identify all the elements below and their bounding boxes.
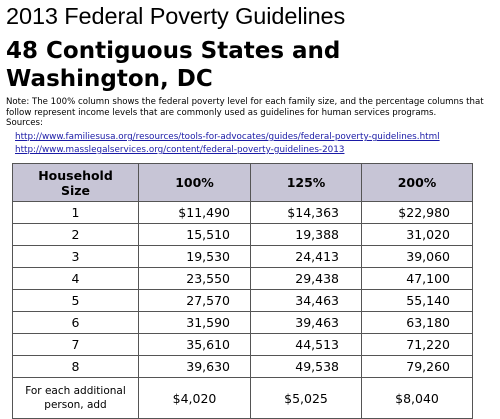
value-125-cell: 49,538 — [251, 356, 362, 378]
additional-person-label: For each additional person, add — [13, 378, 139, 419]
value-100-cell: 23,550 — [139, 268, 251, 290]
value-125-cell: 44,513 — [251, 334, 362, 356]
value-200-cell: 71,220 — [362, 334, 473, 356]
source-link-familiesusa[interactable]: http://www.familiesusa.org/resources/tools-for-advocates/guides/federal-poverty-guidelines.html — [15, 132, 440, 142]
value-100-cell: 27,570 — [139, 290, 251, 312]
additional-200-cell: $8,040 — [362, 378, 473, 419]
household-size-cell: 6 — [13, 312, 139, 334]
table-row — [13, 356, 473, 378]
value-200-cell: 63,180 — [362, 312, 473, 334]
table-row — [13, 268, 473, 290]
note-block — [6, 97, 496, 129]
household-size-cell: 7 — [13, 334, 139, 356]
value-125-cell: $14,363 — [251, 202, 362, 224]
value-125-cell: 19,388 — [251, 224, 362, 246]
poverty-guidelines-table — [12, 163, 473, 419]
note-text: Note: The 100% column shows the federal poverty level for each family size, and the percentage columns that follow represent income levels that are commonly used as guidelines for human services programs. — [6, 97, 484, 118]
header-100-percent: 100% — [139, 164, 251, 202]
household-size-cell: 2 — [13, 224, 139, 246]
table-row — [13, 224, 473, 246]
value-200-cell: 79,260 — [362, 356, 473, 378]
value-125-cell: 39,463 — [251, 312, 362, 334]
header-125-percent: 125% — [251, 164, 362, 202]
table-row — [13, 334, 473, 356]
source-links — [15, 131, 495, 157]
page-subtitle: 48 Contiguous States and Washington, DC — [6, 38, 341, 92]
value-100-cell: 35,610 — [139, 334, 251, 356]
table-row — [13, 312, 473, 334]
value-100-cell: 19,530 — [139, 246, 251, 268]
source-link-masslegalservices[interactable]: http://www.masslegalservices.org/content/federal-poverty-guidelines-2013 — [15, 145, 345, 155]
value-125-cell: 24,413 — [251, 246, 362, 268]
value-200-cell: 39,060 — [362, 246, 473, 268]
value-200-cell: 31,020 — [362, 224, 473, 246]
value-200-cell: 47,100 — [362, 268, 473, 290]
additional-125-cell: $5,025 — [251, 378, 362, 419]
sources-label: Sources: — [6, 118, 43, 128]
additional-100-cell: $4,020 — [139, 378, 251, 419]
table-row — [13, 246, 473, 268]
value-100-cell: 39,630 — [139, 356, 251, 378]
page-title: 2013 Federal Poverty Guidelines — [6, 3, 346, 29]
header-household-size: Household Size — [13, 164, 139, 202]
household-size-cell: 1 — [13, 202, 139, 224]
household-size-cell: 4 — [13, 268, 139, 290]
table-row — [13, 202, 473, 224]
value-200-cell: 55,140 — [362, 290, 473, 312]
header-200-percent: 200% — [362, 164, 473, 202]
table-row-additional-person — [13, 378, 473, 419]
value-100-cell: 31,590 — [139, 312, 251, 334]
value-125-cell: 29,438 — [251, 268, 362, 290]
household-size-cell: 3 — [13, 246, 139, 268]
value-100-cell: 15,510 — [139, 224, 251, 246]
household-size-cell: 8 — [13, 356, 139, 378]
table-header-row — [13, 164, 473, 202]
table-row — [13, 290, 473, 312]
value-125-cell: 34,463 — [251, 290, 362, 312]
value-200-cell: $22,980 — [362, 202, 473, 224]
household-size-cell: 5 — [13, 290, 139, 312]
value-100-cell: $11,490 — [139, 202, 251, 224]
